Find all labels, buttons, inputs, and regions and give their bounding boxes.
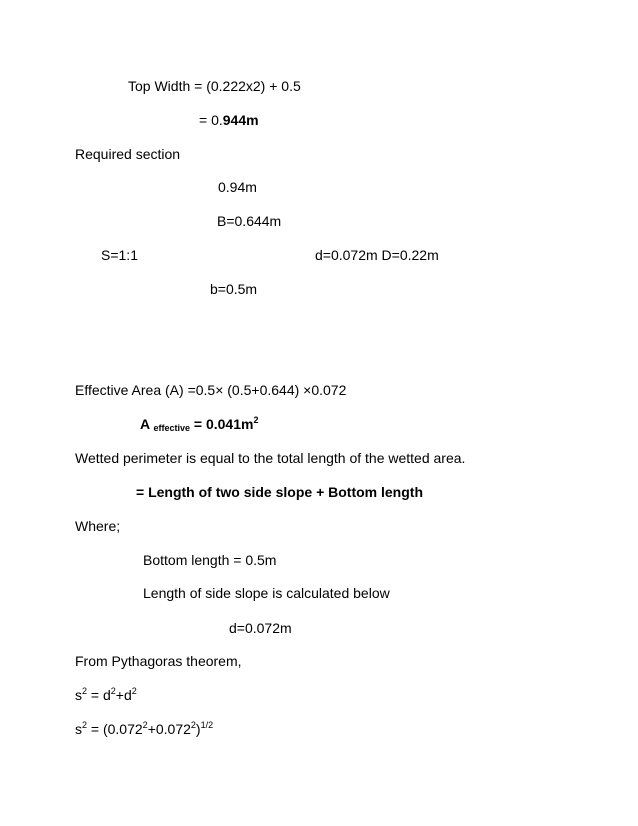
eq1-mid-power: 2 — [110, 686, 116, 696]
eq1-lhs: s — [75, 687, 82, 703]
pythagoras-equation-1 — [75, 686, 137, 704]
wetted-perimeter-definition: = Length of two side slope + Bottom length — [136, 484, 423, 500]
side-slope-note: Length of side slope is calculated below — [143, 585, 390, 601]
effective-area-formula: Effective Area (A) =0.5× (0.5+0.644) ×0.072 — [75, 382, 347, 398]
effective-area-value: = 0.041m — [193, 416, 254, 432]
section-top-width-label: 0.94m — [218, 179, 257, 195]
eq2-plus: +0.072 — [147, 721, 191, 737]
top-width-result-prefix: = 0. — [199, 112, 223, 128]
pythagoras-equation-2 — [75, 720, 213, 738]
eq2-open: = (0.072 — [87, 721, 143, 737]
section-b-label: b=0.5m — [210, 281, 258, 297]
eq1-lhs-power: 2 — [82, 686, 88, 696]
eq2-p1: 2 — [142, 720, 148, 730]
d-value-line: d=0.072m — [229, 620, 292, 636]
eq2-lhs-power: 2 — [82, 720, 88, 730]
required-section-heading: Required section — [75, 146, 181, 162]
top-width-result — [199, 111, 259, 129]
eq2-lhs: s — [75, 721, 82, 737]
eq1-end-power: 2 — [131, 686, 137, 696]
eq1-mid: = d — [87, 687, 111, 703]
eq2-outer-power: 1/2 — [200, 720, 214, 730]
effective-area-power: 2 — [253, 415, 259, 425]
section-B-label: B=0.644m — [217, 213, 282, 229]
eq1-plus: +d — [115, 687, 132, 703]
section-slope-label: S=1:1 — [101, 247, 138, 263]
effective-area-result — [140, 415, 258, 437]
pythagoras-heading: From Pythagoras theorem, — [75, 653, 242, 669]
where-label: Where; — [75, 518, 121, 534]
section-depth-label: d=0.072m D=0.22m — [315, 247, 439, 263]
effective-area-symbol: A — [140, 416, 150, 432]
top-width-result-bold: 944m — [222, 112, 259, 128]
eq2-p2: 2 — [190, 720, 196, 730]
wetted-perimeter-statement: Wetted perimeter is equal to the total length of the wetted area. — [75, 450, 466, 466]
top-width-formula: Top Width = (0.222x2) + 0.5 — [128, 78, 301, 94]
effective-area-subscript: effective — [153, 423, 191, 433]
bottom-length-line: Bottom length = 0.5m — [143, 552, 277, 568]
eq2-close: ) — [195, 721, 201, 737]
